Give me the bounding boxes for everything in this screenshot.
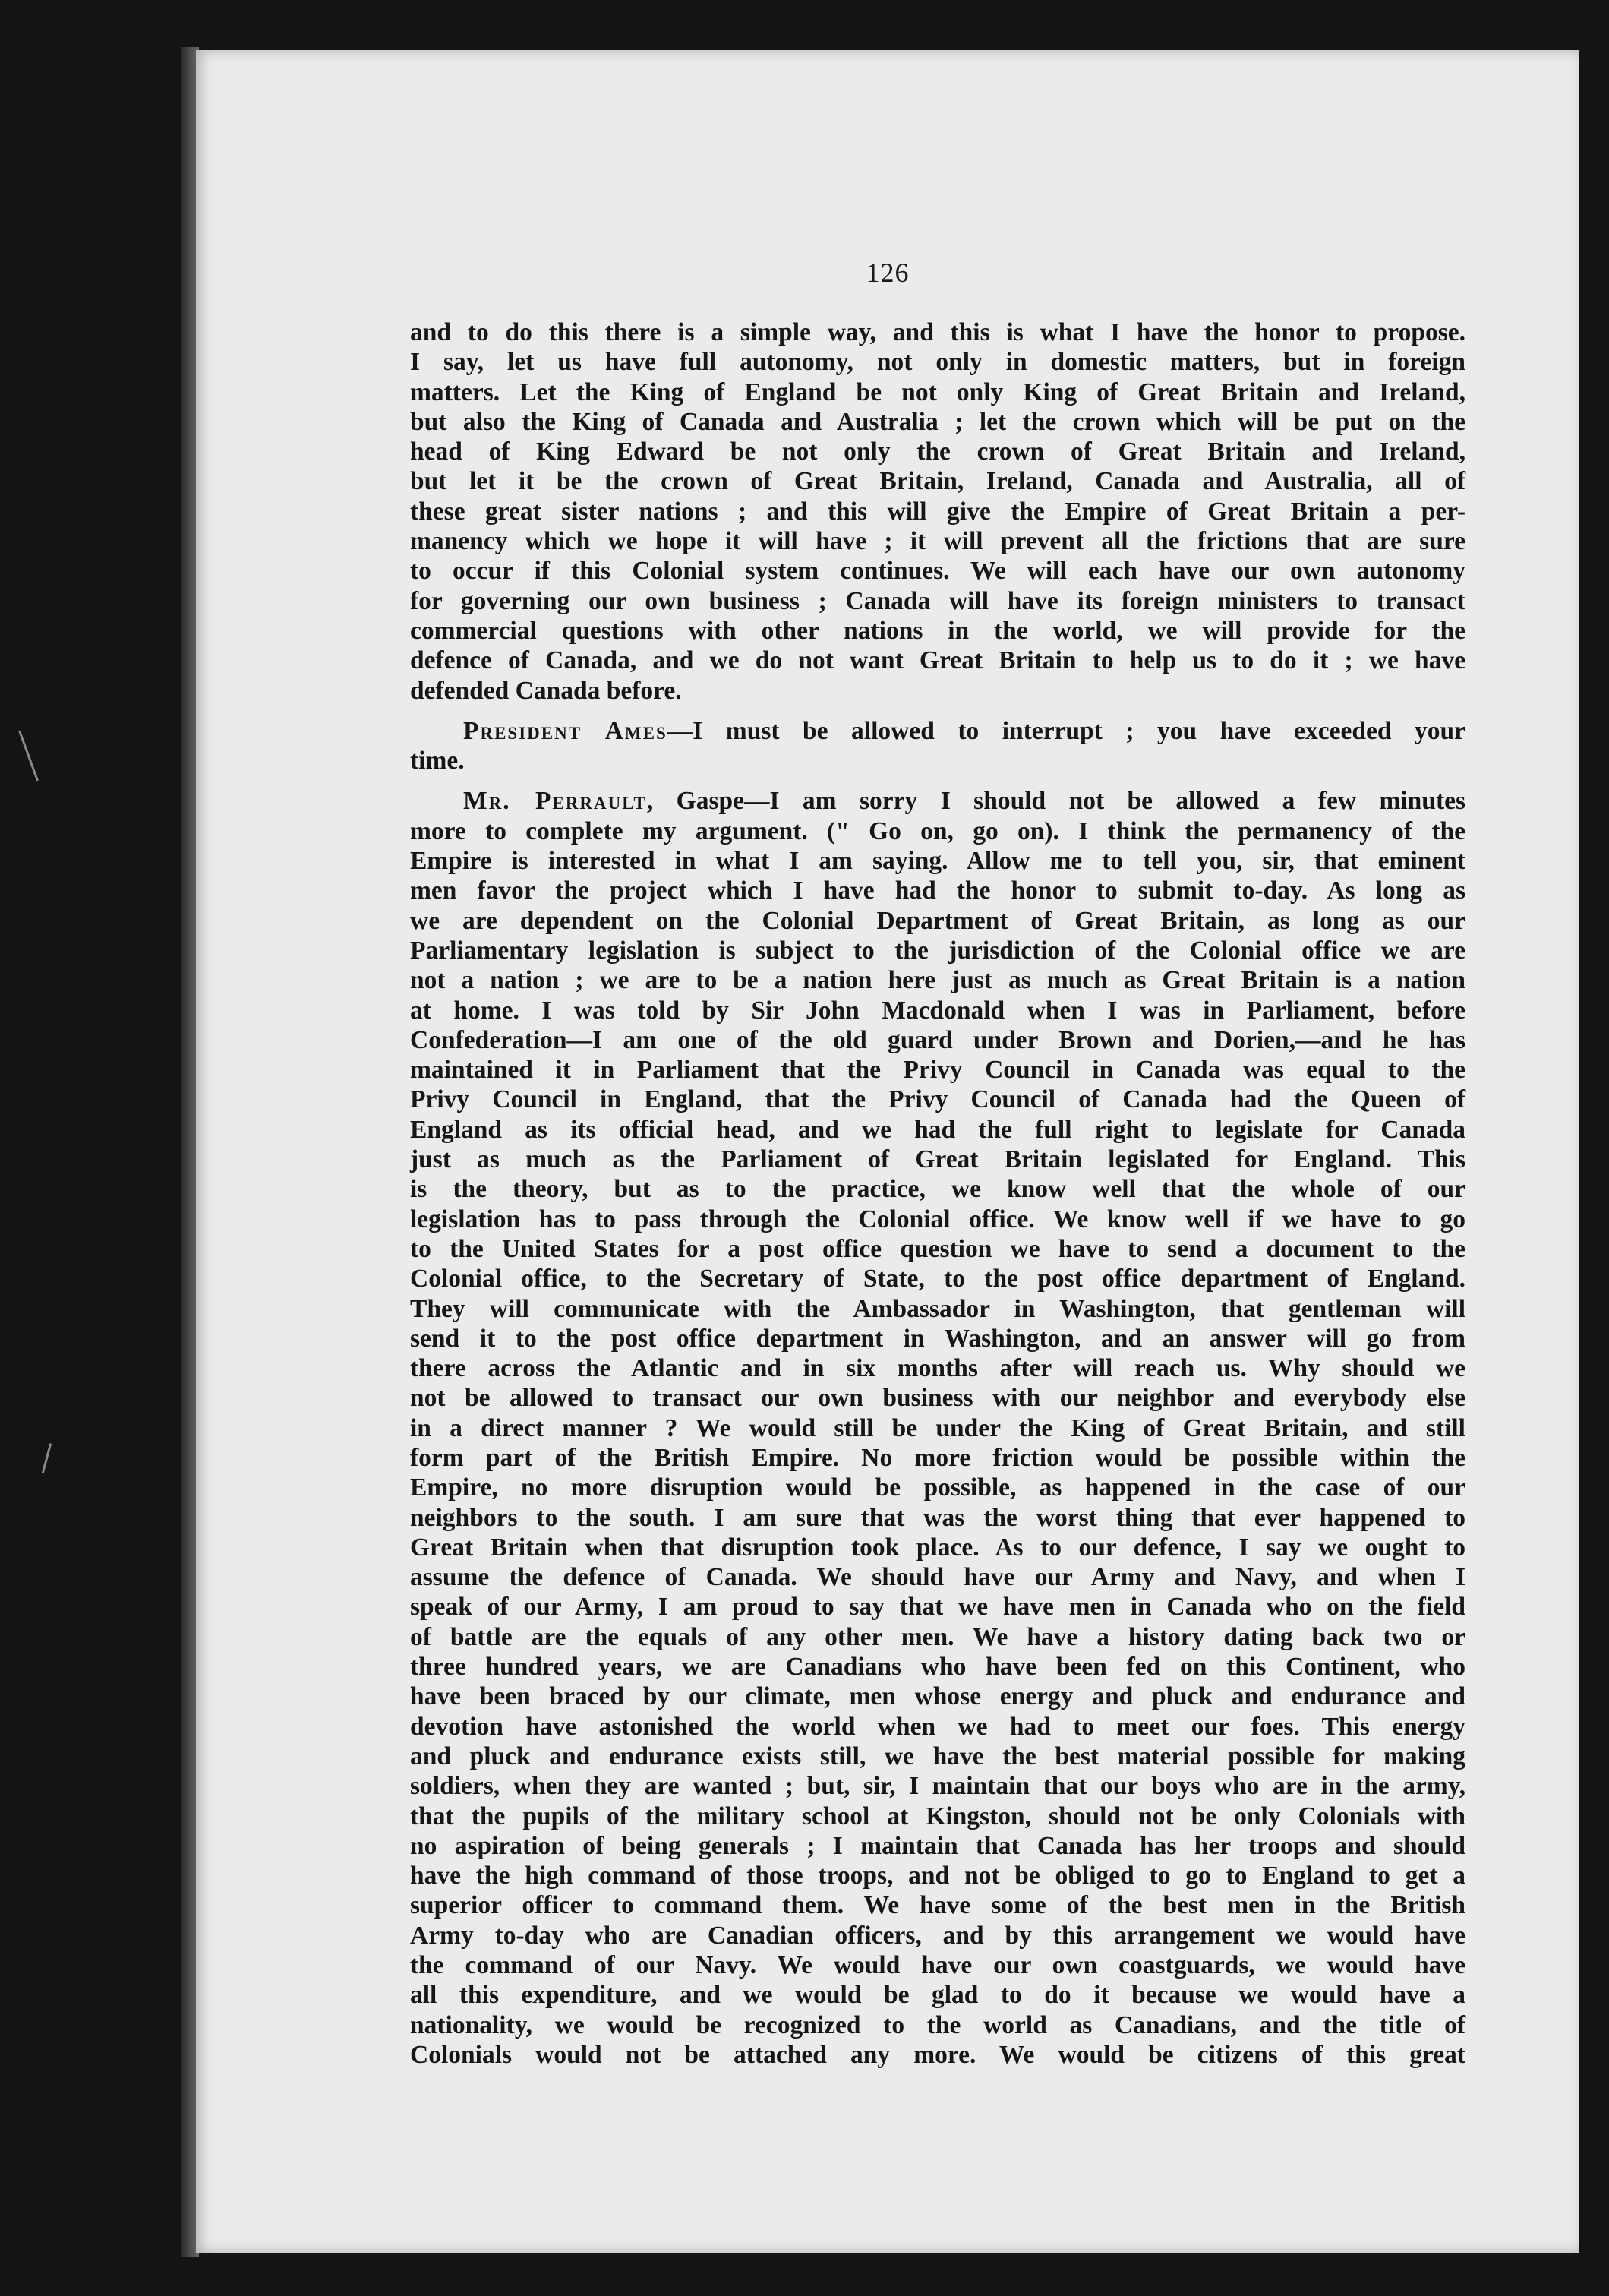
paragraph-1 (410, 317, 1465, 706)
text-line: three hundred years, we are Canadians who have been fed on this Continent, who (410, 1653, 1465, 1682)
text-line: we are dependent on the Colonial Department of Great Britain, as long as our (410, 906, 1465, 935)
text-line: men favor the project which I have had the honor to submit to-day. As long as (410, 876, 1465, 905)
text-line: these great sister nations ; and this will give the Empire of Great Britain a per- (410, 497, 1465, 526)
text-line: commercial questions with other nations in the world, we will provide for the (410, 616, 1465, 645)
speaker-name: Mr. Perrault (463, 787, 647, 816)
text-line: not be allowed to transact our own business with our neighbor and everybody else (410, 1384, 1465, 1413)
text-line: Colonials would not be attached any more. We would be citizens of this great (410, 2040, 1465, 2069)
body-text (410, 317, 1465, 2080)
text-line: but also the King of Canada and Australia ; let the crown which will be put on the (410, 407, 1465, 436)
text-line: not a nation ; we are to be a nation here just as much as Great Britain is a nation (410, 966, 1465, 995)
paragraph-2 (410, 716, 1465, 776)
text-line: Empire is interested in what I am saying. Allow me to tell you, sir, that eminent (410, 847, 1465, 876)
text-line: superior officer to command them. We have some of the best men in the British (410, 1891, 1465, 1920)
text-line: have the high command of those troops, and not be obliged to go to England to get a (410, 1862, 1465, 1890)
text-line: soldiers, when they are wanted ; but, sir, I maintain that our boys who are in the army, (410, 1772, 1465, 1801)
text-line: have been braced by our climate, men whose energy and pluck and endurance and (410, 1682, 1465, 1711)
text-line: Great Britain when that disruption took place. As to our defence, I say we ought to (410, 1533, 1465, 1562)
text-line: They will communicate with the Ambassador in Washington, that gentleman will (410, 1294, 1465, 1323)
text-line: I say, let us have full autonomy, not only in domestic matters, but in foreign (410, 348, 1465, 377)
text-line: and pluck and endurance exists still, we have the best material possible for making (410, 1742, 1465, 1770)
page-number: 126 (866, 257, 910, 288)
text-line: to the United States for a post office question we have to send a document to the (410, 1234, 1465, 1263)
text-line: Army to-day who are Canadian officers, and by this arrangement we would have (410, 1921, 1465, 1950)
text-line: devotion have astonished the world when we had to meet our foes. This energy (410, 1712, 1465, 1741)
text-run: —I must be allowed to interrupt ; you have exceeded your (667, 716, 1465, 745)
text-line: in a direct manner ? We would still be under the King of Great Britain, and still (410, 1413, 1465, 1442)
text-line: Confederation—I am one of the old guard under Brown and Dorien,—and he has (410, 1025, 1465, 1054)
text-line: neighbors to the south. I am sure that was the worst thing that ever happened to (410, 1503, 1465, 1532)
text-line: speak of our Army, I am proud to say that we have men in Canada who on the field (410, 1593, 1465, 1622)
text-line: defence of Canada, and we do not want Great Britain to help us to do it ; we have (410, 646, 1465, 675)
text-line: to occur if this Colonial system continues. We will each have our own autonomy (410, 557, 1465, 586)
text-line: of battle are the equals of any other men. We have a history dating back two or (410, 1622, 1465, 1651)
text-line: but let it be the crown of Great Britain, Ireland, Canada and Australia, all of (410, 467, 1465, 496)
text-line: Privy Council in England, that the Privy Council of Canada had the Queen of (410, 1085, 1465, 1114)
text-line: time. (410, 747, 465, 775)
text-line: Empire, no more disruption would be possible, as happened in the case of our (410, 1473, 1465, 1502)
text-line: legislation has to pass through the Colonial office. We know well if we have to go (410, 1205, 1465, 1233)
text-line: Parliamentary legislation is subject to the jurisdiction of the Colonial office we are (410, 936, 1465, 965)
text-line: just as much as the Parliament of Great Britain legislated for England. This (410, 1145, 1465, 1174)
text-line: England as its official head, and we had the full right to legislate for Canada (410, 1115, 1465, 1144)
text-line: matters. Let the King of England be not only King of Great Britain and Ireland, (410, 377, 1465, 406)
text-line: more to complete my argument. (" Go on, go on). I think the permanency of the (410, 816, 1465, 845)
text-line: manency which we hope it will have ; it will prevent all the frictions that are sure (410, 527, 1465, 556)
text-line: Colonial office, to the Secretary of State, to the post office department of England. (410, 1265, 1465, 1293)
text-line: the command of our Navy. We would have our own coastguards, we would have (410, 1951, 1465, 1980)
text-line: for governing our own business ; Canada will have its foreign ministers to transact (410, 586, 1465, 615)
text-line: there across the Atlantic and in six months after will reach us. Why should we (410, 1354, 1465, 1383)
text-line (410, 716, 1465, 746)
speaker-name: President Ames (463, 716, 667, 745)
paragraph-3 (410, 786, 1465, 2070)
text-run: , Gaspe—I am sorry I should not be allowed a few minutes (646, 787, 1466, 816)
text-line: defended Canada before. (410, 676, 682, 705)
text-line: head of King Edward be not only the crown of Great Britain and Ireland, (410, 437, 1465, 466)
text-line: all this expenditure, and we would be glad to do it because we would have a (410, 1981, 1465, 2010)
text-line: assume the defence of Canada. We should have our Army and Navy, and when I (410, 1563, 1465, 1592)
document-page (196, 50, 1579, 2253)
text-line: no aspiration of being generals ; I maintain that Canada has her troops and should (410, 1831, 1465, 1860)
text-line: send it to the post office department in Washington, and an answer will go from (410, 1324, 1465, 1353)
text-line: maintained it in Parliament that the Privy Council in Canada was equal to the (410, 1056, 1465, 1085)
text-line: that the pupils of the military school at Kingston, should not be only Colonials with (410, 1802, 1465, 1830)
text-line: form part of the British Empire. No more friction would be possible within the (410, 1443, 1465, 1472)
text-line (410, 786, 1465, 816)
text-line: nationality, we would be recognized to the world as Canadians, and the title of (410, 2010, 1465, 2039)
text-line: and to do this there is a simple way, and this is what I have the honor to propose. (410, 318, 1465, 346)
text-line: is the theory, but as to the practice, we know well that the whole of our (410, 1175, 1465, 1204)
text-line: at home. I was told by Sir John Macdonald when I was in Parliament, before (410, 996, 1465, 1025)
